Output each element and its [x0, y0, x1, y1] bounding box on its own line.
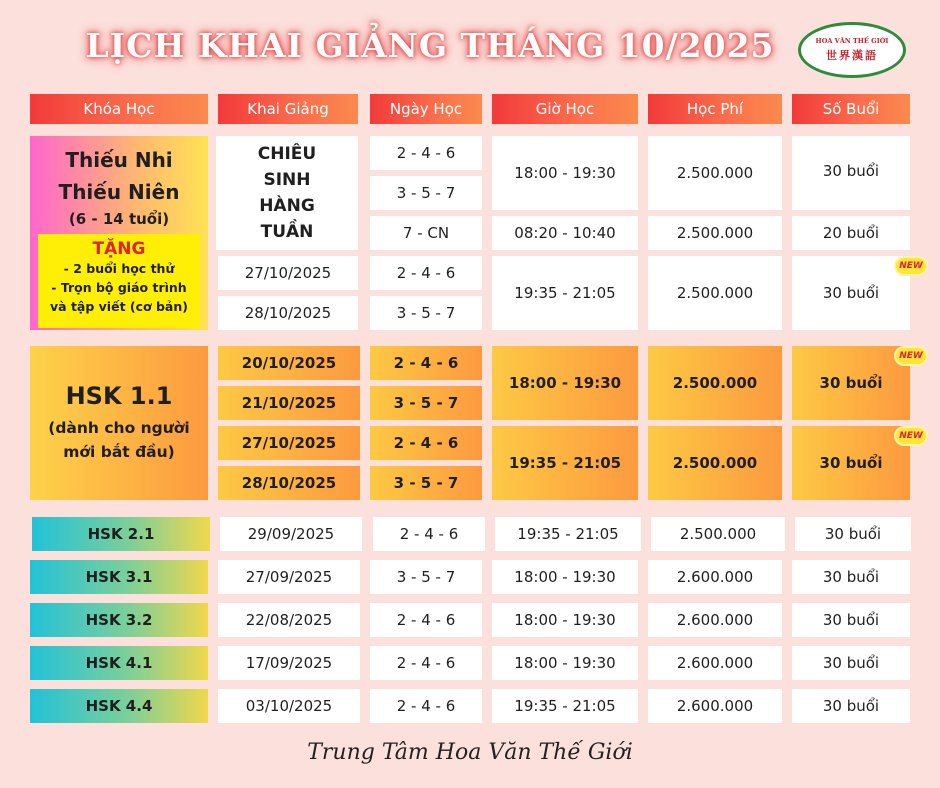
course-name-line2: Thiếu Niên [58, 180, 180, 204]
ngay-hoc-cell: 2 - 4 - 6 [370, 256, 482, 290]
gio-hoc-cell: 18:00 - 19:30 [492, 646, 638, 680]
khai-giang-cell: 27/10/2025 [218, 256, 358, 290]
gio-hoc-cell: 18:00 - 19:30 [492, 136, 638, 210]
new-badge: NEW [896, 258, 926, 274]
brand-logo [798, 22, 906, 78]
so-buoi-cell: 30 buổi [795, 517, 911, 551]
so-buoi-cell: 30 buổi [792, 689, 910, 723]
so-buoi-cell: 30 buổi [792, 346, 910, 420]
header-khoa-hoc: Khóa Học [30, 94, 208, 124]
course-name: HSK 1.1 [65, 382, 173, 410]
course-thieu-nhi [30, 136, 208, 330]
ngay-hoc-cell: 2 - 4 - 6 [370, 646, 482, 680]
hoc-phi-cell: 2.500.000 [648, 256, 782, 330]
chieu-sinh-line: SINH [263, 170, 311, 190]
gio-hoc-cell: 18:00 - 19:30 [492, 560, 638, 594]
gio-hoc-cell: 18:00 - 19:30 [492, 346, 638, 420]
header-gio-hoc: Giờ Học [492, 94, 638, 124]
gio-hoc-cell: 18:00 - 19:30 [492, 603, 638, 637]
khai-giang-cell: 27/09/2025 [218, 560, 360, 594]
ngay-hoc-cell: 2 - 4 - 6 [370, 689, 482, 723]
so-buoi-cell: 30 buổi [792, 560, 910, 594]
khai-giang-cell: 17/09/2025 [218, 646, 360, 680]
so-buoi-cell: 30 buổi [792, 426, 910, 500]
khai-giang-cell: 28/10/2025 [218, 296, 358, 330]
course-subtitle-line1: (dành cho người [48, 419, 190, 437]
course-name-line1: Thiếu Nhi [65, 148, 173, 172]
gift-line: và tập viết (cơ bản) [50, 299, 188, 314]
so-buoi-cell: 30 buổi [792, 646, 910, 680]
ngay-hoc-cell: 2 - 4 - 6 [370, 346, 482, 380]
so-buoi-cell: 30 buổi [792, 136, 910, 210]
ngay-hoc-cell: 3 - 5 - 7 [370, 386, 482, 420]
so-buoi-cell: 30 buổi [792, 603, 910, 637]
chieu-sinh-line: TUẦN [260, 222, 314, 242]
gift-title: TẶNG [92, 239, 146, 259]
so-buoi-cell: 30 buổi [792, 256, 910, 330]
ngay-hoc-cell: 2 - 4 - 6 [373, 517, 485, 551]
khai-giang-cell: 29/09/2025 [220, 517, 362, 551]
hoc-phi-cell: 2.500.000 [648, 426, 782, 500]
khai-giang-cell: 21/10/2025 [218, 386, 360, 420]
ngay-hoc-cell: 3 - 5 - 7 [370, 560, 482, 594]
ngay-hoc-cell: 2 - 4 - 6 [370, 426, 482, 460]
hoc-phi-cell: 2.500.000 [648, 136, 782, 210]
new-badge: NEW [896, 428, 926, 444]
footer-center-name: Trung Tâm Hoa Văn Thế Giới [307, 740, 633, 765]
ngay-hoc-cell: 2 - 4 - 6 [370, 136, 482, 170]
new-badge: NEW [896, 348, 926, 364]
hoc-phi-cell: 2.500.000 [651, 517, 785, 551]
khai-giang-cell: 27/10/2025 [218, 426, 360, 460]
logo-top-text: HOA VĂN THẾ GIỚI [815, 37, 889, 45]
khai-giang-cell: 03/10/2025 [218, 689, 360, 723]
khai-giang-cell: 20/10/2025 [218, 346, 360, 380]
ngay-hoc-cell: 2 - 4 - 6 [370, 603, 482, 637]
gio-hoc-cell: 19:35 - 21:05 [492, 426, 638, 500]
page-title: LỊCH KHAI GIẢNG THÁNG 10/2025 [85, 26, 775, 65]
hoc-phi-cell: 2.500.000 [648, 346, 782, 420]
khai-giang-cell: 28/10/2025 [218, 466, 360, 500]
header-khai-giang: Khai Giảng [218, 94, 358, 124]
course-name-cell: HSK 4.1 [30, 646, 208, 680]
hoc-phi-cell: 2.600.000 [648, 603, 782, 637]
hoc-phi-cell: 2.600.000 [648, 646, 782, 680]
gift-line: - 2 buổi học thử [63, 261, 175, 276]
khai-giang-cell: 22/08/2025 [218, 603, 360, 637]
ngay-hoc-cell: 7 - CN [370, 216, 482, 250]
course-hsk-1-1 [30, 346, 208, 500]
gio-hoc-cell: 08:20 - 10:40 [492, 216, 638, 250]
course-name-cell: HSK 3.1 [30, 560, 208, 594]
ngay-hoc-cell: 3 - 5 - 7 [370, 466, 482, 500]
hoc-phi-cell: 2.500.000 [648, 216, 782, 250]
chieu-sinh-line: CHIÊU [257, 144, 317, 164]
logo-bottom-text: 世界漢語 [826, 49, 878, 62]
hoc-phi-cell: 2.600.000 [648, 689, 782, 723]
course-subtitle-line2: mới bắt đầu) [63, 443, 175, 461]
chieu-sinh-line: HÀNG [259, 196, 315, 216]
chieu-sinh-hang-tuan [216, 136, 358, 250]
gift-box [38, 234, 200, 328]
header-hoc-phi: Học Phí [648, 94, 782, 124]
ngay-hoc-cell: 3 - 5 - 7 [370, 176, 482, 210]
ngay-hoc-cell: 3 - 5 - 7 [370, 296, 482, 330]
course-age: (6 - 14 tuổi) [68, 210, 170, 228]
gio-hoc-cell: 19:35 - 21:05 [492, 256, 638, 330]
gio-hoc-cell: 19:35 - 21:05 [492, 689, 638, 723]
course-name-cell: HSK 4.4 [30, 689, 208, 723]
hoc-phi-cell: 2.600.000 [648, 560, 782, 594]
course-name-cell: HSK 3.2 [30, 603, 208, 637]
course-name-cell: HSK 2.1 [32, 517, 210, 551]
header-ngay-hoc: Ngày Học [370, 94, 482, 124]
so-buoi-cell: 20 buổi [792, 216, 910, 250]
header-so-buoi: Số Buổi [792, 94, 910, 124]
gift-line: - Trọn bộ giáo trình [51, 280, 187, 295]
gio-hoc-cell: 19:35 - 21:05 [495, 517, 641, 551]
